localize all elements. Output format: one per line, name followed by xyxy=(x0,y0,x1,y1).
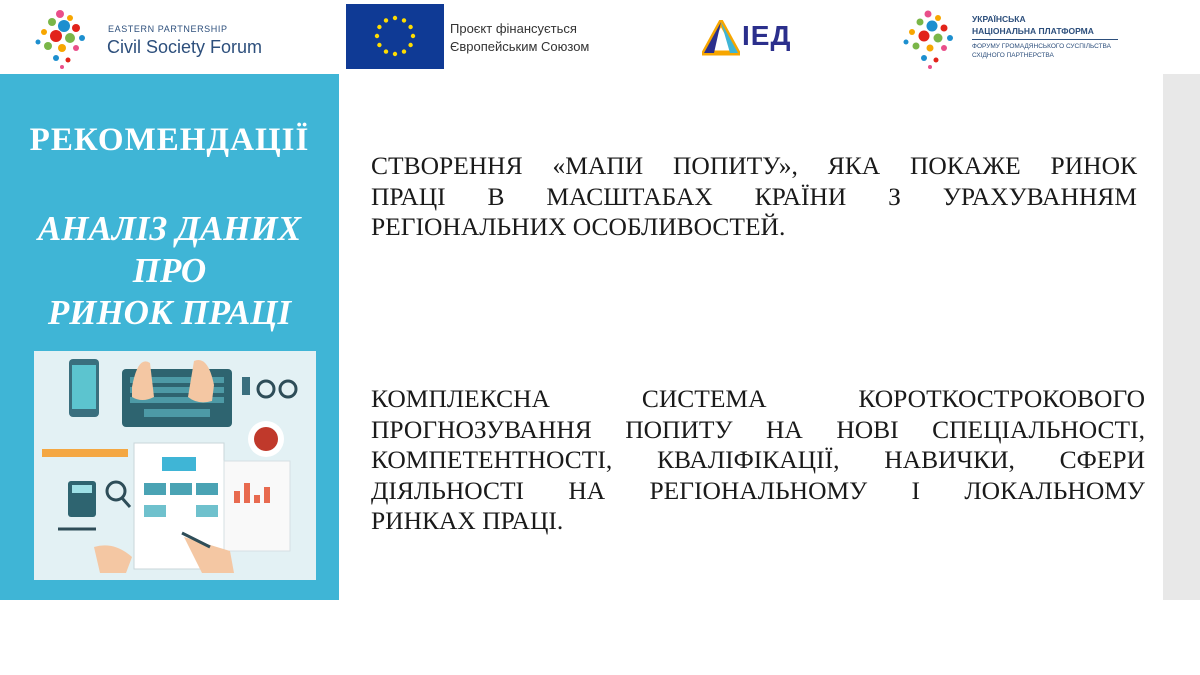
data-analysis-illustration xyxy=(34,351,316,580)
paragraph1-line: СТВОРЕННЯ «МАПИ ПОПИТУ», ЯКА ПОКАЖЕ РИНОК xyxy=(371,151,1137,180)
ied-triangle-icon xyxy=(702,20,740,56)
unp-divider xyxy=(972,39,1118,40)
unp-text-line2: НАЦІОНАЛЬНА ПЛАТФОРМА xyxy=(972,26,1094,36)
unp-logo xyxy=(898,8,1138,70)
recommendations-panel xyxy=(0,74,339,600)
eu-text-line1: Проєкт фінансується xyxy=(450,21,577,36)
eap-dots-icon xyxy=(30,6,100,70)
eu-flag-icon xyxy=(346,4,444,69)
logo-bar xyxy=(0,0,1200,74)
eap-big-text: Civil Society Forum xyxy=(107,37,263,57)
unp-dots-icon xyxy=(898,8,964,70)
paragraph2-line: КОМПЕТЕНТНОСТІ, КВАЛІФІКАЦІЇ, НАВИЧКИ, СФЕРИ xyxy=(371,445,1145,474)
panel-subtitle-line1: АНАЛІЗ ДАНИХ xyxy=(37,209,302,248)
panel-subtitle-line3: РИНОК ПРАЦІ xyxy=(47,293,292,332)
right-edge-strip xyxy=(1163,74,1200,600)
paragraph2-line: ДІЯЛЬНОСТІ НА РЕГІОНАЛЬНОМУ І ЛОКАЛЬНОМУ xyxy=(371,475,1145,505)
panel-subtitle-line2: ПРО xyxy=(132,251,207,290)
eu-logo xyxy=(346,4,626,70)
recommendation-paragraph-2 xyxy=(371,384,1145,537)
paragraph2-line: ПРОГНОЗУВАННЯ ПОПИТУ НА НОВІ СПЕЦІАЛЬНОСТІ, xyxy=(371,414,1145,444)
ied-logo xyxy=(702,20,812,56)
panel-title: РЕКОМЕНДАЦІЇ xyxy=(29,122,310,158)
eap-csf-logo xyxy=(30,6,290,70)
eu-text-line2: Європейським Союзом xyxy=(450,39,590,54)
paragraph1-line: РЕГІОНАЛЬНИХ ОСОБЛИВОСТЕЙ. xyxy=(371,212,786,241)
ied-text: ІЕД xyxy=(742,20,792,51)
recommendation-paragraph-1 xyxy=(371,151,1137,243)
eap-small-text: EASTERN PARTNERSHIP xyxy=(108,24,228,34)
unp-text-line4: СХІДНОГО ПАРТНЕРСТВА xyxy=(972,52,1054,59)
paragraph2-line: РИНКАХ ПРАЦІ. xyxy=(371,506,564,535)
unp-text-line3: ФОРУМУ ГРОМАДЯНСЬКОГО СУСПІЛЬСТВА xyxy=(972,43,1112,50)
paragraph1-line: ПРАЦІ В МАСШТАБАХ КРАЇНИ З УРАХУВАННЯМ xyxy=(371,181,1137,211)
unp-text-line1: УКРАЇНСЬКА xyxy=(972,14,1026,24)
paragraph2-line: КОМПЛЕКСНА СИСТЕМА КОРОТКОСТРОКОВОГО xyxy=(371,384,1145,413)
